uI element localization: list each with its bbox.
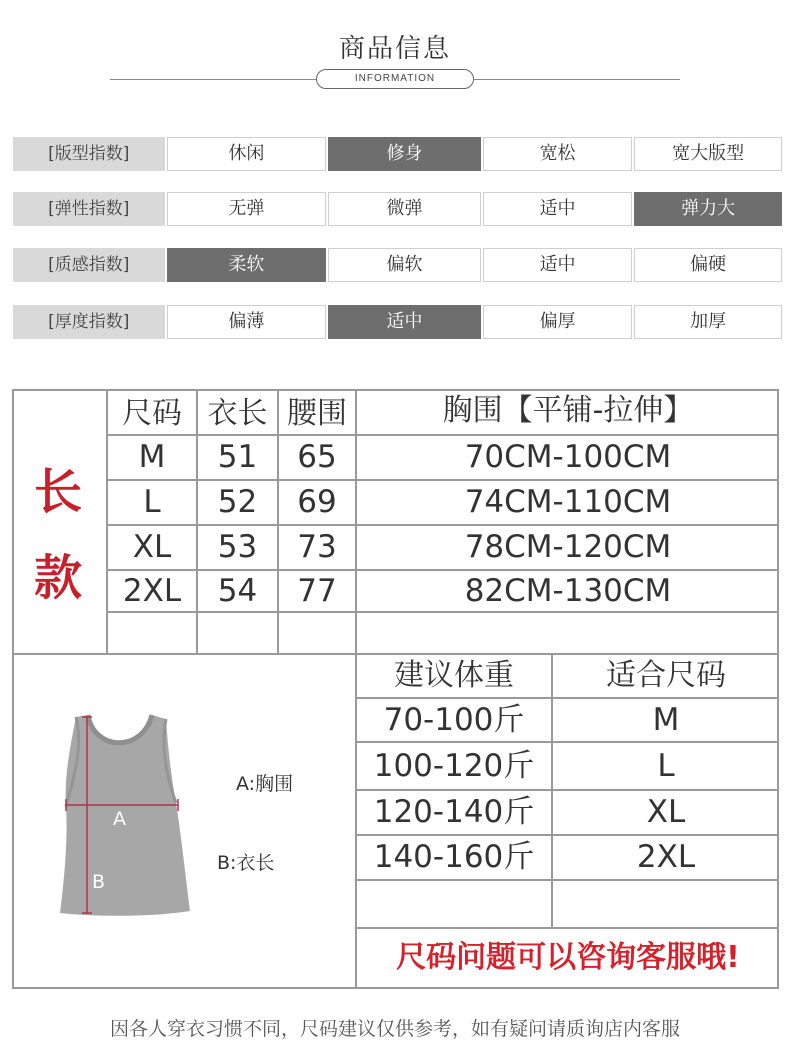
attr-option: 偏软 — [328, 248, 481, 282]
table-cell: 82CM-130CM — [464, 573, 672, 609]
table-cell: 51 — [217, 439, 258, 475]
table-cell: 100-120斤 — [373, 748, 535, 784]
attr-option: 宽松 — [483, 137, 633, 171]
grid-line — [355, 879, 779, 881]
table-cell: XL — [132, 529, 172, 565]
table-cell: 65 — [297, 439, 337, 475]
table-cell: M — [138, 439, 166, 475]
header-subtitle-pill: INFORMATION — [316, 69, 474, 89]
table-cell: 78CM-120CM — [464, 529, 672, 565]
attr-option-selected: 修身 — [328, 137, 481, 171]
attr-option: 休闲 — [167, 137, 327, 171]
table-cell: 54 — [217, 573, 258, 609]
attr-option: 加厚 — [634, 305, 782, 339]
col-header-weight: 建议体重 — [394, 658, 514, 693]
table-cell: M — [652, 702, 680, 738]
attr-label: [厚度指数] — [13, 305, 165, 339]
table-cell: 2XL — [636, 839, 696, 875]
table-cell: 120-140斤 — [373, 794, 535, 830]
col-header-length: 衣长 — [207, 396, 268, 431]
attr-row-thickness — [13, 305, 782, 339]
table-cell: L — [143, 484, 161, 520]
diagram-label-length: B:衣长 — [217, 852, 275, 874]
table-cell: 140-160斤 — [373, 839, 535, 875]
attr-option: 偏厚 — [483, 305, 633, 339]
attr-option: 无弹 — [167, 192, 327, 226]
attr-option: 宽大版型 — [634, 137, 782, 171]
attr-option-selected: 柔软 — [167, 248, 327, 282]
attr-label: [版型指数] — [13, 137, 165, 171]
table-cell: 2XL — [122, 573, 182, 609]
header-divider-right — [474, 79, 680, 80]
attr-row-texture — [13, 248, 782, 282]
diagram-label-chest: A:胸围 — [236, 773, 294, 795]
header-divider-left — [110, 79, 316, 80]
diagram-mark-a: A — [113, 808, 126, 830]
attr-option: 偏硬 — [634, 248, 782, 282]
attr-label: [弹性指数] — [13, 192, 165, 226]
col-header-chest: 胸围【平铺-拉伸】 — [442, 393, 694, 428]
attr-option-selected: 适中 — [328, 305, 481, 339]
col-header-size: 尺码 — [122, 396, 182, 431]
table-cell: 70-100斤 — [383, 702, 525, 738]
col-header-waist: 腰围 — [287, 396, 347, 431]
table-cell: 69 — [297, 484, 337, 520]
table-cell: 70CM-100CM — [464, 439, 672, 475]
table-cell: 52 — [217, 484, 258, 520]
col-header-fit-size: 适合尺码 — [606, 658, 726, 693]
attr-option: 偏薄 — [167, 305, 327, 339]
table-cell: 73 — [297, 529, 337, 565]
attr-row-fit — [13, 137, 782, 171]
table-cell: XL — [646, 794, 686, 830]
attr-option: 适中 — [483, 248, 633, 282]
page-title: 商品信息 — [338, 34, 451, 64]
size-advice-note: 尺码问题可以咨询客服哦! — [396, 940, 740, 975]
table-cell: 77 — [297, 573, 337, 609]
style-label-long-1: 长 — [34, 464, 83, 520]
grid-line — [106, 611, 779, 613]
style-label-long-2: 款 — [34, 550, 83, 606]
attr-option: 微弹 — [328, 192, 481, 226]
table-cell: 53 — [217, 529, 258, 565]
attr-row-elasticity — [13, 192, 782, 226]
table-cell: 74CM-110CM — [464, 484, 672, 520]
attr-option: 适中 — [483, 192, 633, 226]
diagram-mark-b: B — [92, 871, 106, 893]
grid-line — [355, 927, 779, 929]
size-table — [12, 389, 779, 989]
footer-disclaimer: 因各人穿衣习惯不同，尺码建议仅供参考，如有疑问请质询店内客服 — [109, 1018, 680, 1040]
table-cell: L — [657, 748, 675, 784]
attr-option-selected: 弹力大 — [634, 192, 782, 226]
attr-label: [质感指数] — [13, 248, 165, 282]
